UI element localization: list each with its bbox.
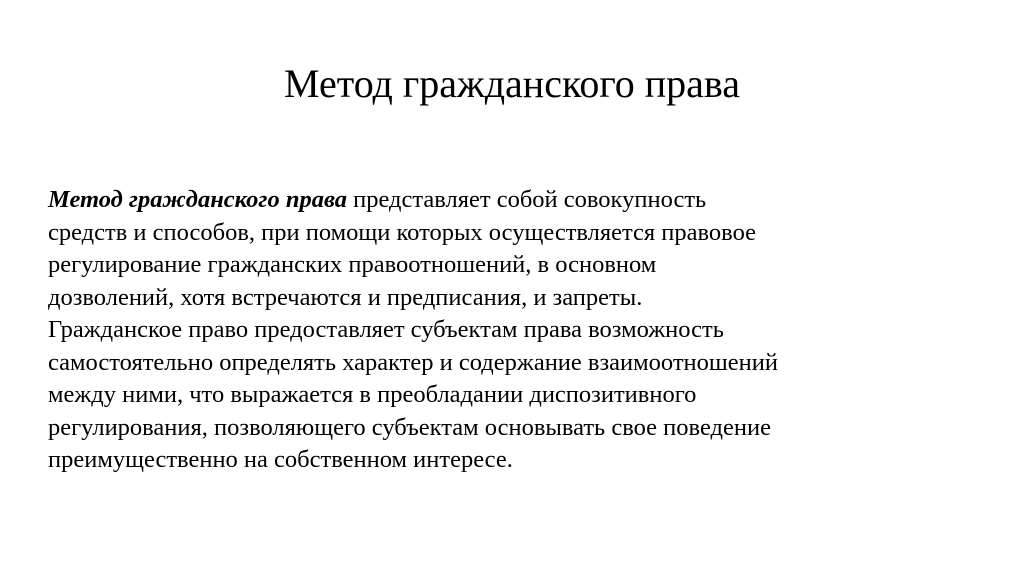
slide-body <box>48 184 978 477</box>
body-line-7: между ними, что выражается в преобладании диспозитивного <box>48 381 697 408</box>
body-line-9: преимущественно на собственном интересе. <box>48 446 513 473</box>
slide-title: Метод гражданского права <box>283 61 741 106</box>
body-line-2: средств и способов, при помощи которых осуществляется правовое <box>48 218 756 246</box>
body-line-1-text: представляет собой совокупность <box>347 186 707 213</box>
body-line-3: регулирование гражданских правоотношений, в основном <box>48 251 657 278</box>
body-line-5: Гражданское право предоставляет субъектам права возможность <box>48 316 724 343</box>
body-line-6: самостоятельно определять характер и содержание взаимоотношений <box>48 348 778 376</box>
defined-term: Метод гражданского права <box>48 186 347 213</box>
body-line-1 <box>48 184 978 217</box>
body-line-4: дозволений, хотя встречаются и предписания, и запреты. <box>48 283 643 311</box>
body-line-8: регулирования, позволяющего субъектам основывать свое поведение <box>48 413 771 441</box>
